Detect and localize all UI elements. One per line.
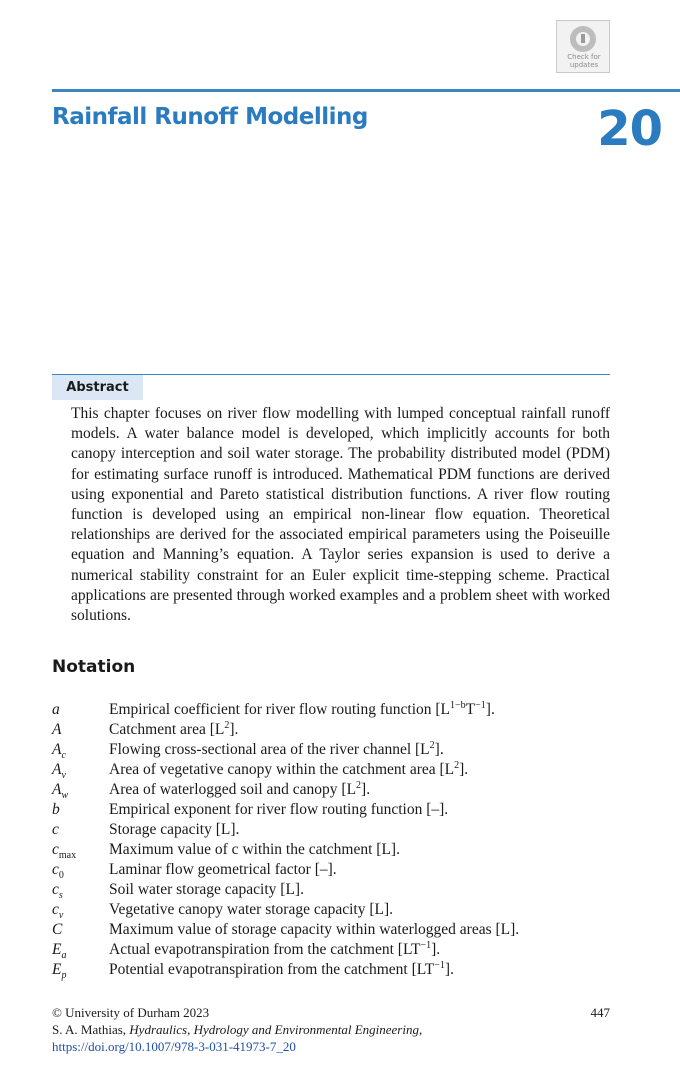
notation-description: Empirical coefficient for river flow routing function $[L^{1-b}T^{-1}]$. [109, 699, 495, 718]
notation-row [52, 720, 622, 740]
chapter-number: 20 [597, 101, 662, 157]
notation-symbol: $A_c$ [52, 741, 66, 762]
copyright-line: © University of Durham 2023 [52, 1005, 210, 1020]
notation-row [52, 920, 622, 940]
chapter-title: Rainfall Runoff Modelling [52, 104, 368, 130]
notation-symbol: $E_p$ [52, 961, 67, 982]
notation-row [52, 820, 622, 840]
notation-symbol: $A_w$ [52, 781, 69, 802]
notation-row [52, 700, 622, 720]
notation-list [52, 700, 622, 980]
notation-row [52, 880, 622, 900]
notation-symbol: c [52, 821, 59, 838]
notation-row [52, 940, 622, 960]
citation-line [52, 1022, 422, 1038]
notation-symbol: C [52, 921, 63, 938]
notation-description: Maximum value of storage capacity within waterlogged areas [L]. [109, 921, 520, 938]
citation-tail: , [418, 1022, 423, 1037]
notation-row [52, 900, 622, 920]
notation-heading: Notation [52, 657, 136, 677]
check-for-updates-badge[interactable] [556, 20, 610, 73]
notation-description: Vegetative canopy water storage capacity [L]. [109, 901, 394, 918]
notation-symbol: b [52, 801, 60, 818]
notation-description: Maximum value of c within the catchment [L]. [109, 841, 400, 858]
notation-row [52, 740, 622, 760]
notation-description: Storage capacity [L]. [109, 821, 240, 838]
header-rule [52, 89, 680, 92]
notation-symbol: $c_v$ [52, 901, 64, 922]
notation-symbol: A [52, 721, 62, 738]
notation-description: Flowing cross-sectional area of the river channel $[L^2]$. [109, 739, 444, 758]
abstract-text: This chapter focuses on river flow modelling with lumped conceptual rainfall runoff models. A water balance model is developed, which implicitly accounts for both canopy interception and soil water storage. The probability distributed model (PDM) for estimating surface runoff is introduced. Mathematical PDM functions are derived using exponential and Pareto statistical distribution functions. A river flow routing function is developed using an empirical non-linear flow equation. Theoretical relationships are derived for the associated empirical parameters using the Poiseuille equation and Manning’s equation. A Taylor series expansion is used to derive a numerical stability constraint for an Euler explicit time-stepping scheme. Practical applications are presented through worked examples and a problem sheet with worked solutions. [71, 405, 610, 625]
notation-description: Laminar flow geometrical factor [–]. [109, 861, 337, 878]
notation-description: Area of waterlogged soil and canopy $[L^2]$. [109, 779, 371, 798]
notation-row [52, 800, 622, 820]
doi-link[interactable]: https://doi.org/10.1007/978-3-031-41973-7_20 [52, 1039, 296, 1054]
notation-row [52, 840, 622, 860]
notation-description: Potential evapotranspiration from the catchment $[LT^{-1}]$. [109, 959, 454, 978]
notation-symbol: $c_0$ [52, 861, 64, 882]
citation-author: S. A. Mathias, [52, 1022, 130, 1037]
notation-row [52, 960, 622, 980]
notation-description: Catchment area $[L^2]$. [109, 719, 239, 738]
citation-book-title: Hydraulics, Hydrology and Environmental Engineering [129, 1022, 419, 1037]
badge-line-2: updates [569, 61, 599, 69]
notation-row [52, 780, 622, 800]
notation-symbol: $c_{max}$ [52, 841, 77, 862]
abstract-label: Abstract [52, 375, 143, 400]
notation-symbol: $A_v$ [52, 761, 66, 782]
notation-description: Soil water storage capacity [L]. [109, 881, 304, 898]
badge-line-1: Check for [567, 53, 601, 61]
notation-symbol: $E_a$ [52, 941, 67, 962]
notation-symbol: $c_s$ [52, 881, 63, 902]
page-number: 447 [590, 1005, 610, 1020]
notation-description: Actual evapotranspiration from the catchment $[LT^{-1}]$. [109, 939, 441, 958]
notation-description: Area of vegetative canopy within the catchment area $[L^2]$. [109, 759, 469, 778]
check-for-updates-icon [570, 26, 596, 52]
notation-row [52, 860, 622, 880]
notation-symbol: a [52, 701, 60, 718]
notation-description: Empirical exponent for river flow routing function [–]. [109, 801, 449, 818]
notation-row [52, 760, 622, 780]
